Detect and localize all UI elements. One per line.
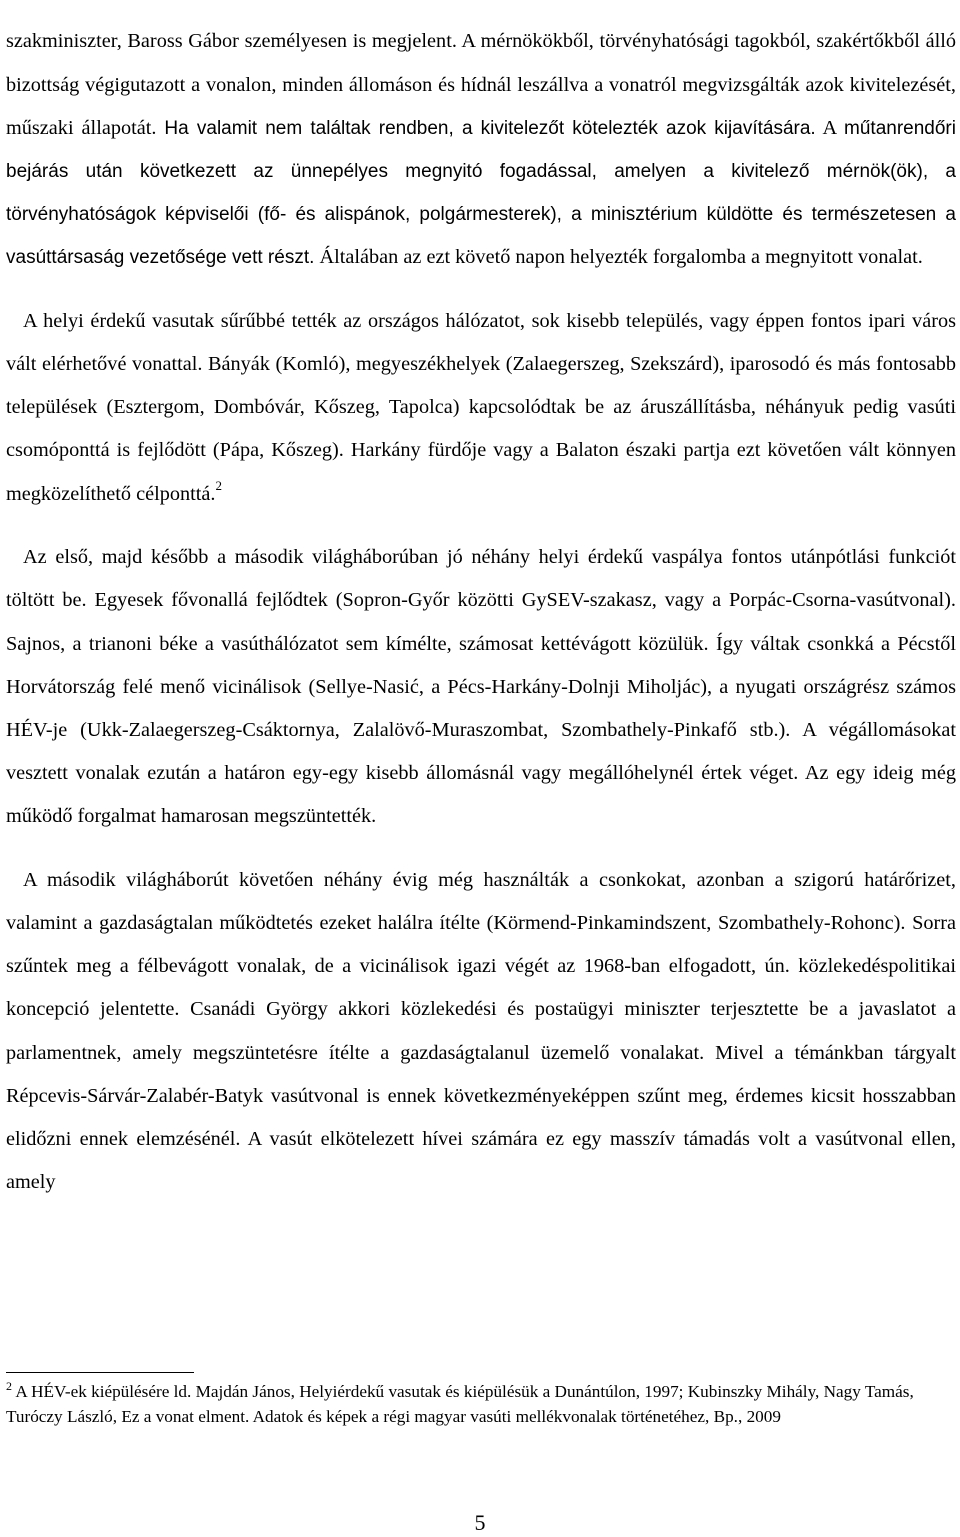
paragraph [6,859,956,1205]
footnote-separator [6,1372,194,1373]
text-run-sans: Ha valamit nem találtak rendben, a kivitelezőt kötelezték azok kijavítására. [164,117,816,139]
text-run: Általában az ezt követő napon helyezték forgalomba a megnyitott vonalat. [314,246,923,269]
page-number: 5 [474,1510,486,1535]
text-run: Az első, majd később a második világháborúban jó néhány helyi érdekű vaspálya fontos utánpótlási funkciót töltött be. Egyesek fővonallá fejlődtek (Sopron-Győr közötti GySEV-szakasz, vagy a Porpác-Csorna-vasútvonal). Sajnos, a trianoni béke a vasúthálózatot sem kímélte, számosat kettévágott közülük. Így váltak csonkká a Pécstől Horvátország felé menő vicinálisok (Sellye-Nasić, a Pécs-Harkány-Dolnji Miholjác), a nyugati országrész számos HÉV-je (Ukk-Zalaegerszeg-Csáktornya, Zalalövő-Muraszombat, Szombathely-Pinkafő stb.). A végállomásokat vesztett vonalak ezután a határon egy-egy kisebb állomásnál vagy megállóhelynél értek véget. Az egy ideig még működő forgalmat hamarosan megszüntették. [6,546,956,828]
text-run: A második világháborút követően néhány évig még használták a csonkokat, azonban a szigorú határőrizet, valamint a gazdaságtalan működtetés ezeket halálra ítélte (Körmend-Pinkamindszent, Szombathely-Rohonc). Sorra szűntek meg a félbevágott vonalak, de a vicinálisok igazi végét az 1968-ban elfogadott, ún. közlekedéspolitikai koncepció jelentette. Csanádi György akkori közlekedési és postaügyi miniszter terjesztette be a javaslatot a parlamentnek, amely megszüntetésre ítélte a gazdaságtalanul üzemelő vonalakat. Mivel a témánkban tárgyalt Répcevis-Sárvár-Zalabér-Batyk vasútvonal is ennek következményeképpen szűnt meg, érdemes kicsit hosszabban elidőzni ennek elemzésénél. A vasút elkötelezett hívei számára ez egy masszív támadás volt a vasútvonal ellen, amely [6,868,956,1194]
paragraph [6,300,956,516]
text-run-sans: műtanrendőri bejárás után következett az ünnepélyes megnyitó fogadással, amelyen a kivitelező mérnök(ök), a törvényhatóságok képviselői (fő- és alispánok, polgármesterek), a minisztérium küldötte és természetesen a vasúttársaság vezetősége vett részt. [6,117,956,269]
body-text [6,20,956,1204]
page-body [6,0,956,1225]
text-run: szakminiszter, Baross Gábor személyesen is megjelent. A mérnökökből, törvényhatósági tagokból, szakértőkből álló bizottság végigutazott a vonalon, minden állomáson és hídnál leszállva a vonatról megvizsgálták azok kivitelezését, műszaki állapotát. [6,30,956,139]
footnote-reference: 2 [215,477,222,493]
footnote-text: A HÉV-ek kiépülésére ld. Majdán János, Helyiérdekű vasutak és kiépülésük a Dunántúlon, 1997; Kubinszky Mihály, Nagy Tamás, Turóczy László, Ez a vonat elment. Adatok és képek a régi magyar vasúti mellékvonalak történetéhez, Bp., 2009 [6,1382,914,1426]
paragraph [6,536,956,838]
footnote [6,1380,956,1429]
paragraph [6,20,956,279]
footnote-marker: 2 [6,1379,12,1393]
text-run: A [815,116,845,139]
text-run: A helyi érdekű vasutak sűrűbbé tették az országos hálózatot, sok kisebb település, vagy éppen fontos ipari város vált elérhetővé vonattal. Bányák (Komló), megyeszékhelyek (Zalaegerszeg, Szekszárd), iparosodó és más fontosabb települések (Esztergom, Dombóvár, Kőszeg, Tapolca) kapcsolódtak be az áruszállításba, néhányuk pedig vasúti csomóponttá is fejlődött (Pápa, Kőszeg). Harkány fürdője vagy a Balaton északi partja ezt követően vált könnyen megközelíthető célponttá. [6,309,956,505]
